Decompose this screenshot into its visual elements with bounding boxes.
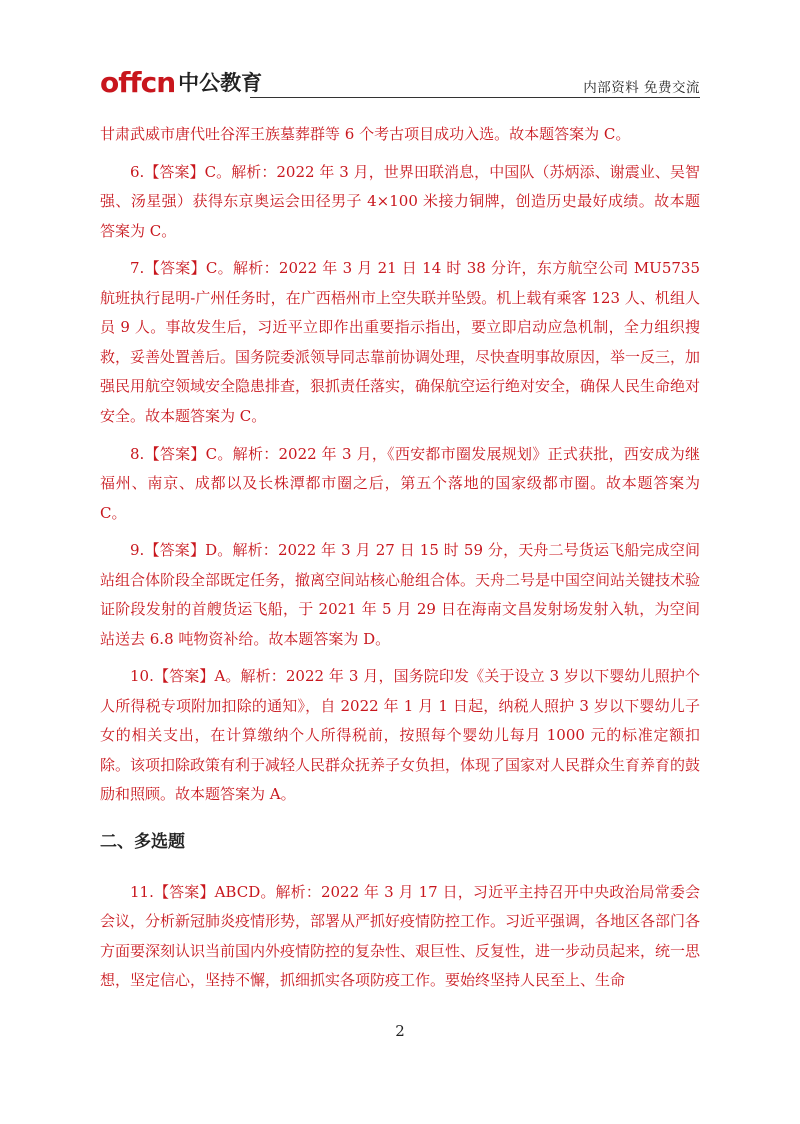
answer-9: 9.【答案】D。解析：2022 年 3 月 27 日 15 时 59 分，天舟二号货运飞船完成空间站组合体阶段全部既定任务，撤离空间站核心舱组合体。天舟二号是中国空间站关键技术验证阶段发射的首艘货运飞船，于 2021 年 5 月 29 日在海南文昌发射场发射入轨，为空间站送去 6.8 吨物资补给。故本题答案为 D。	[100, 541, 701, 648]
offcn-logo	[100, 66, 262, 98]
document-body	[100, 120, 700, 1004]
answer-6: 6.【答案】C。解析：2022 年 3 月，世界田联消息，中国队（苏炳添、谢震业、吴智强、汤星强）获得东京奥运会田径男子 4×100 米接力铜牌，创造历史最好成绩。故本题答案为 C。	[100, 162, 700, 240]
answer-10: 10.【答案】A。解析：2022 年 3 月，国务院印发《关于设立 3 岁以下婴幼儿照护个人所得税专项附加扣除的通知》，自 2022 年 1 月 1 日起，纳税人照护 3 岁以下婴幼儿子女的相关支出，在计算缴纳个人所得税前，按照每个婴幼儿每月 1000 元的标准定额扣除。该项扣除政策有利于减轻人民群众抚养子女负担，体现了国家对人民群众生育养育的鼓励和照顾。故本题答案为 A。	[100, 667, 701, 804]
section-heading: 二、多选题	[100, 831, 185, 852]
answer-11: 11.【答案】ABCD。解析：2022 年 3 月 17 日，习近平主持召开中央政治局常委会会议，分析新冠肺炎疫情形势，部署从严抓好疫情防控工作。习近平强调，各地区各部门各方面要深刻认识当前国内外疫情防控的复杂性、艰巨性、反复性，进一步动员起来，统一思想，坚定信心，坚持不懈，抓细抓实各项防疫工作。要始终坚持人民至上、生命	[100, 882, 701, 990]
answer-8: 8.【答案】C。解析：2022 年 3 月，《西安都市圈发展规划》正式获批，西安成为继福州、南京、成都以及长株潭都市圈之后，第五个落地的国家级都市圈。故本题答案为 C。	[100, 444, 700, 522]
page-header	[100, 66, 700, 100]
logo-latin-text: offcn	[100, 66, 176, 99]
logo-chinese-text: 中公教育	[178, 71, 263, 95]
header-tagline: 内部资料 免费交流	[583, 80, 700, 96]
header-rule	[250, 97, 700, 98]
answer-7: 7.【答案】C。解析：2022 年 3 月 21 日 14 时 38 分许，东方航空公司 MU5735 航班执行昆明-广州任务时，在广西梧州市上空失联并坠毁。机上载有乘客 123 人、机组人员 9 人。事故发生后，习近平立即作出重要指示指出，要立即启动应急机制，全力组织搜救，妥善处置善后。国务院委派领导同志靠前协调处理，尽快查明事故原因，举一反三，加强民用航空领域安全隐患排查，狠抓责任落实，确保航空运行绝对安全，确保人民生命绝对安全。故本题答案为 C。	[100, 259, 701, 425]
paragraph-continuation: 甘肃武威市唐代吐谷浑王族墓葬群等 6 个考古项目成功入选。故本题答案为 C。	[100, 125, 631, 143]
page-number: 2	[395, 1022, 405, 1040]
